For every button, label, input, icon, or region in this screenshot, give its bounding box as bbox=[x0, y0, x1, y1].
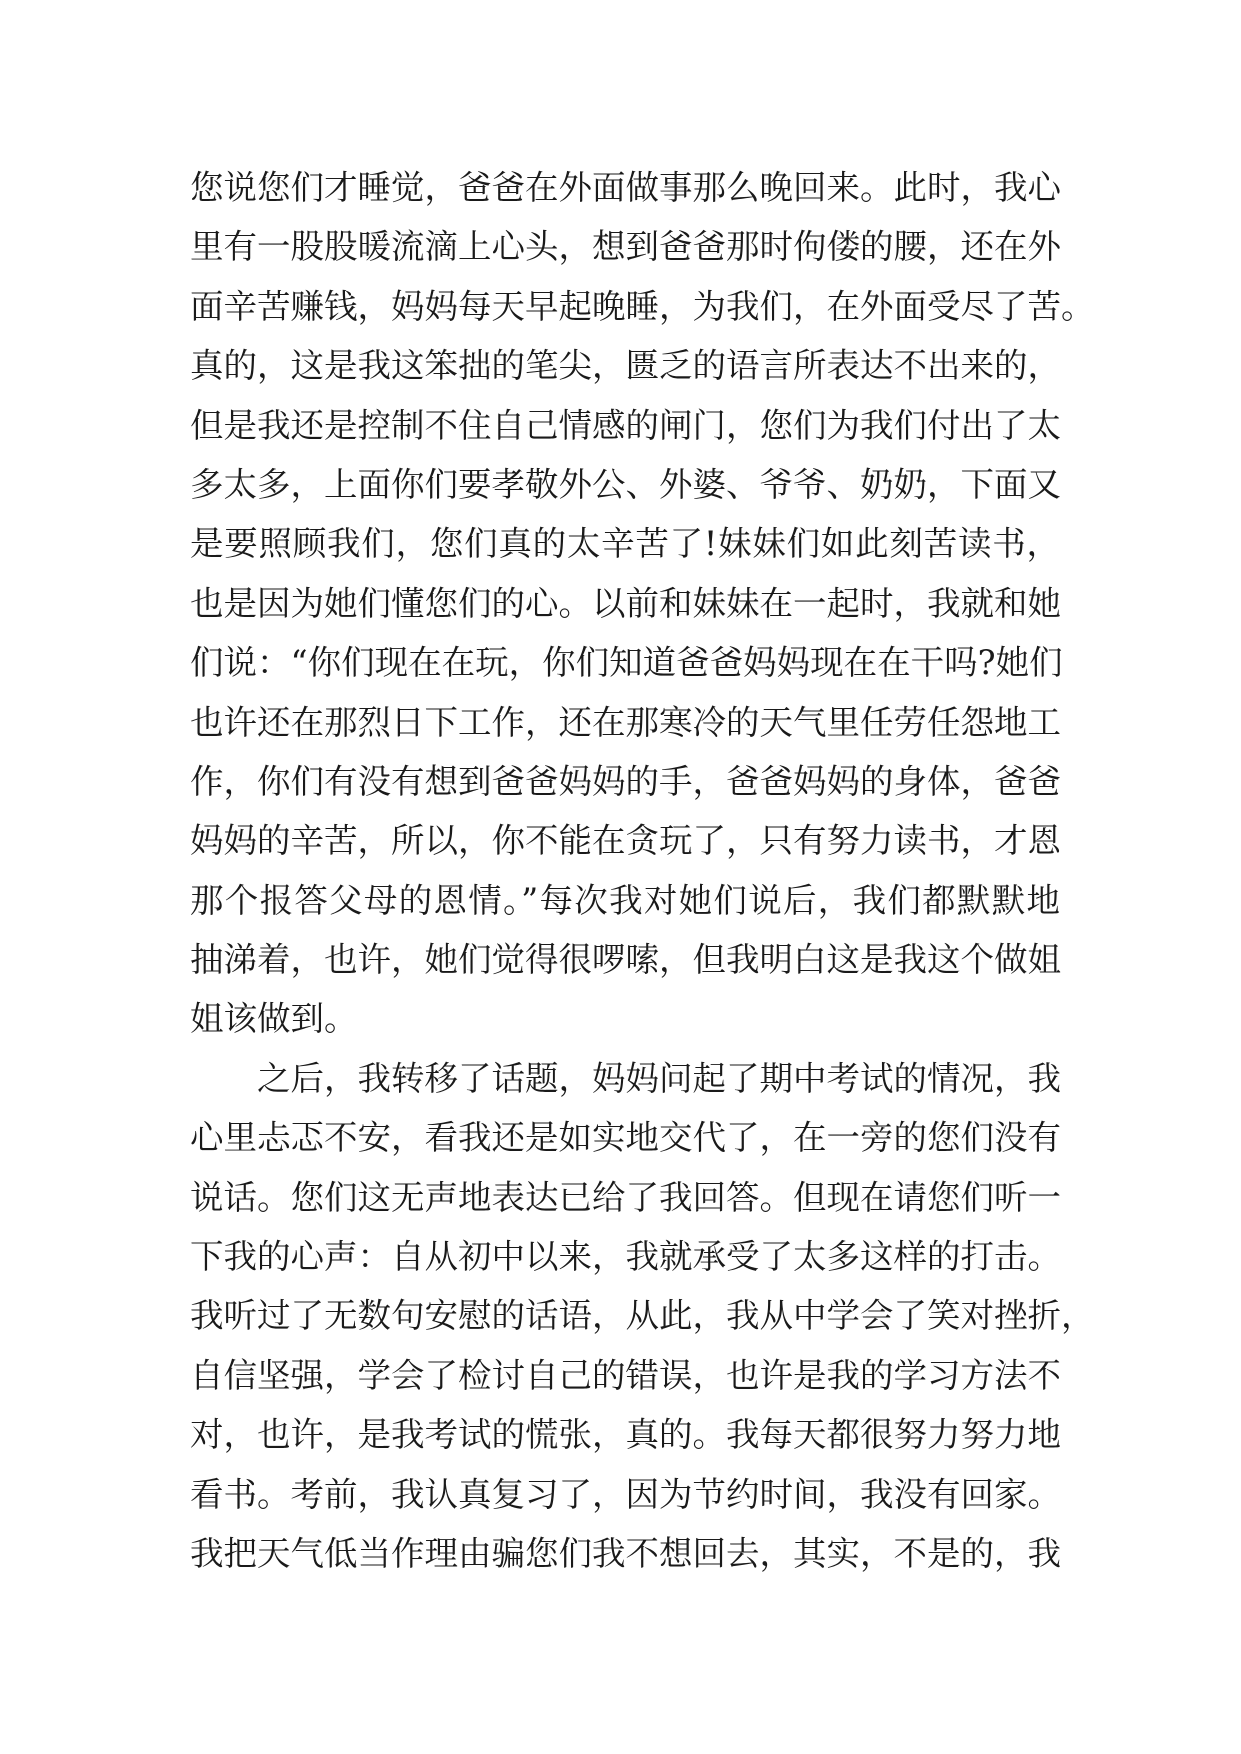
text-line: 对，也许，是我考试的慌张，真的。我每天都很努力努力地 bbox=[190, 1415, 1061, 1455]
text-line: 真的，这是我这笨拙的笔尖，匮乏的语言所表达不出来的， bbox=[190, 346, 1061, 386]
text-line: 心里忐忑不安，看我还是如实地交代了，在一旁的您们没有 bbox=[190, 1118, 1061, 1158]
text-line: 面辛苦赚钱，妈妈每天早起晚睡，为我们，在外面受尽了苦。 bbox=[190, 286, 1095, 326]
text-line: 也许还在那烈日下工作，还在那寒冷的天气里任劳任怨地工 bbox=[190, 702, 1061, 742]
text-line: 我听过了无数句安慰的话语，从此，我从中学会了笑对挫折， bbox=[190, 1296, 1095, 1336]
text-line: 那个报答父母的恩情。”每次我对她们说后，我们都默默地 bbox=[190, 880, 1060, 920]
text-line: 妈妈的辛苦，所以，你不能在贪玩了，只有努力读书，才恩 bbox=[190, 821, 1061, 861]
text-line: 自信坚强，学会了检讨自己的错误，也许是我的学习方法不 bbox=[190, 1355, 1061, 1395]
text-line: 抽涕着，也许，她们觉得很啰嗦，但我明白这是我这个做姐 bbox=[190, 940, 1061, 980]
text-line: 们说：“你们现在在玩，你们知道爸爸妈妈现在在干吗?她们 bbox=[190, 643, 1063, 683]
text-line: 但是我还是控制不住自己情感的闸门，您们为我们付出了太 bbox=[190, 405, 1061, 445]
text-line: 看书。考前，我认真复习了，因为节约时间，我没有回家。 bbox=[190, 1474, 1061, 1514]
text-line: 下我的心声：自从初中以来，我就承受了太多这样的打击。 bbox=[190, 1237, 1061, 1277]
text-line: 说话。您们这无声地表达已给了我回答。但现在请您们听一 bbox=[190, 1177, 1061, 1217]
text-line: 作，你们有没有想到爸爸妈妈的手，爸爸妈妈的身体，爸爸 bbox=[190, 761, 1061, 801]
paragraph-first-line: 之后，我转移了话题，妈妈问起了期中考试的情况，我 bbox=[257, 1058, 1061, 1098]
body-text bbox=[190, 158, 1095, 1583]
text-line: 里有一股股暖流滴上心头，想到爸爸那时佝偻的腰，还在外 bbox=[190, 227, 1061, 267]
paragraph-end-line: 姐该做到。 bbox=[190, 999, 358, 1039]
text-line: 多太多，上面你们要孝敬外公、外婆、爷爷、奶奶，下面又 bbox=[190, 464, 1061, 504]
text-line: 也是因为她们懂您们的心。以前和妹妹在一起时，我就和她 bbox=[190, 583, 1061, 623]
text-line: 我把天气低当作理由骗您们我不想回去，其实，不是的，我 bbox=[190, 1533, 1061, 1573]
text-line: 您说您们才睡觉，爸爸在外面做事那么晚回来。此时，我心 bbox=[190, 168, 1061, 207]
text-line: 是要照顾我们，您们真的太辛苦了!妹妹们如此刻苦读书， bbox=[190, 524, 1060, 564]
